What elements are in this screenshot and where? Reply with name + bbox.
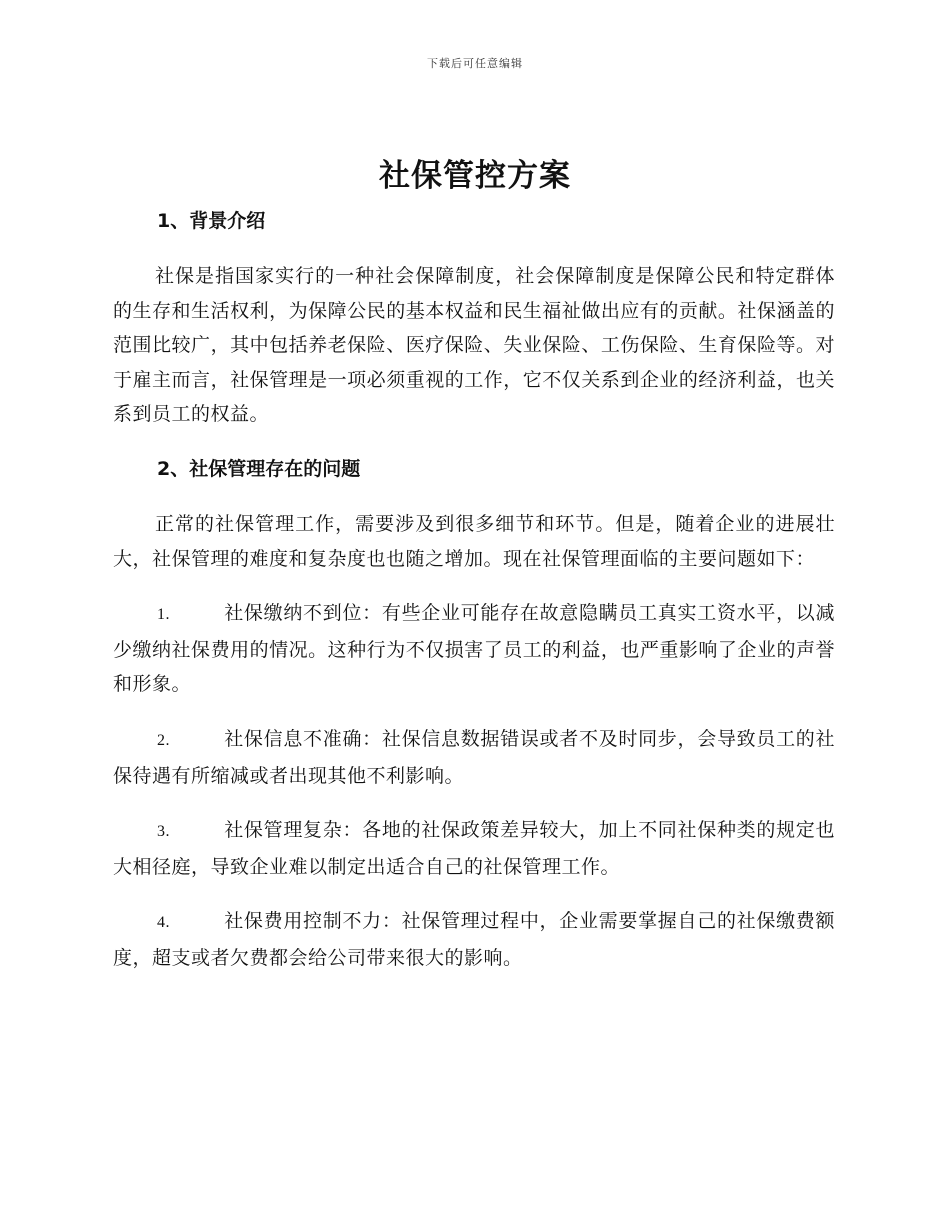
issue-item — [113, 904, 835, 975]
header-note: 下载后可任意编辑 — [427, 57, 523, 70]
problems-intro-paragraph: 正常的社保管理工作，需要涉及到很多细节和环节。但是，随着企业的进展壮大，社保管理的难度和复杂度也也随之增加。现在社保管理面临的主要问题如下： — [113, 512, 835, 570]
section-heading-background: 1、背景介绍 — [157, 210, 266, 232]
issue-text: 社保管理复杂：各地的社保政策差异较大，加上不同社保种类的规定也大相径庭，导致企业难以制定出适合自己的社保管理工作。 — [113, 819, 835, 878]
issue-number: 2. — [157, 731, 170, 749]
issue-number: 4. — [157, 914, 170, 932]
issue-text: 社保费用控制不力：社保管理过程中，企业需要掌握自己的社保缴费额度，超支或者欠费都会给公司带来很大的影响。 — [113, 910, 835, 969]
document-title: 社保管控方案 — [379, 158, 571, 194]
issue-number: 3. — [157, 823, 170, 841]
issue-item — [113, 596, 835, 702]
issue-text: 社保信息不准确：社保信息数据错误或者不及时同步，会导致员工的社保待遇有所缩减或者出现其他不利影响。 — [113, 727, 835, 787]
issue-item — [113, 722, 835, 793]
section-heading-problems: 2、社保管理存在的问题 — [157, 457, 361, 480]
issue-item — [113, 813, 835, 884]
issue-number: 1. — [157, 606, 170, 624]
background-paragraph: 社保是指国家实行的一种社会保障制度，社会保障制度是保障公民和特定群体的生存和生活权利，为保障公民的基本权益和民生福祉做出应有的贡献。社保涵盖的范围比较广，其中包括养老保险、医疗保险、失业保险、工伤保险、生育保险等。对于雇主而言，社保管理是一项必须重视的工作，它不仅关系到企业的经济利益，也关系到员工的权益。 — [113, 265, 835, 426]
document-body — [113, 204, 835, 976]
issue-text: 社保缴纳不到位：有些企业可能存在故意隐瞒员工真实工资水平，以减少缴纳社保费用的情况。这种行为不仅损害了员工的利益，也严重影响了企业的声誉和形象。 — [113, 602, 835, 696]
